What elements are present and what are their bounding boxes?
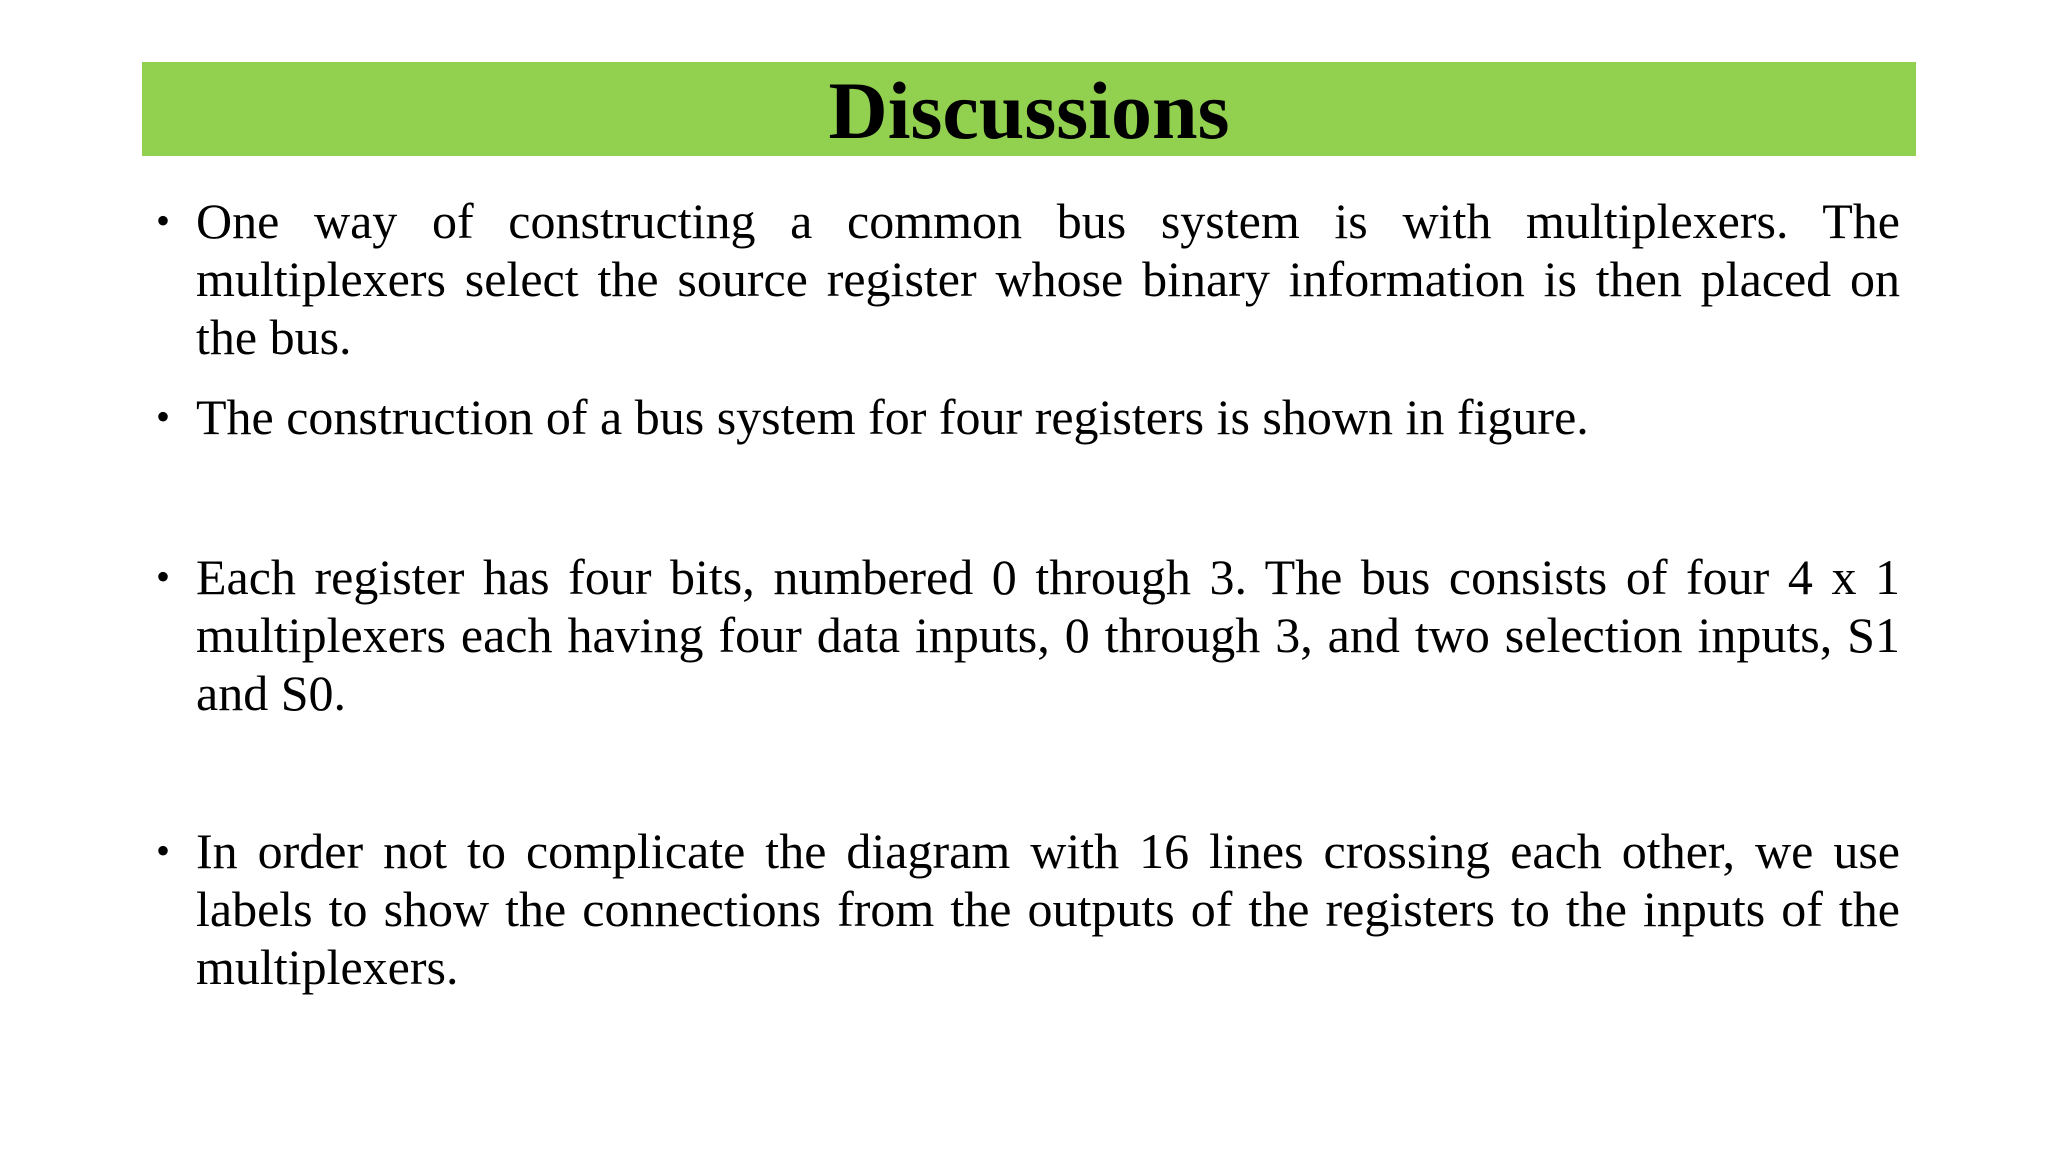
- bullet-text: Each register has four bits, numbered 0 through 3. The bus consists of four 4 x 1 multiplexers each having four data inputs, 0 through 3, and two selection inputs, S1 and S0.: [196, 549, 1900, 721]
- bullet-marker: •: [156, 554, 171, 599]
- bullet-item-1: [150, 192, 1900, 366]
- title-banner: [142, 62, 1916, 156]
- bullet-item-4: [150, 822, 1900, 996]
- bullet-item-2: [150, 388, 1900, 446]
- bullet-item-3: [150, 548, 1900, 722]
- bullet-marker: •: [156, 828, 171, 873]
- bullet-text: One way of constructing a common bus system is with multiplexers. The multiplexers select the source register whose binary information is then placed on the bus.: [196, 193, 1900, 365]
- slide-title: Discussions: [828, 65, 1230, 156]
- bullet-text: In order not to complicate the diagram with 16 lines crossing each other, we use labels to show the connections from the outputs of the registers to the inputs of the multiplexers.: [196, 823, 1900, 995]
- bullet-text: The construction of a bus system for four registers is shown in figure.: [196, 389, 1589, 445]
- bullet-marker: •: [156, 198, 171, 243]
- bullet-marker: •: [156, 394, 171, 439]
